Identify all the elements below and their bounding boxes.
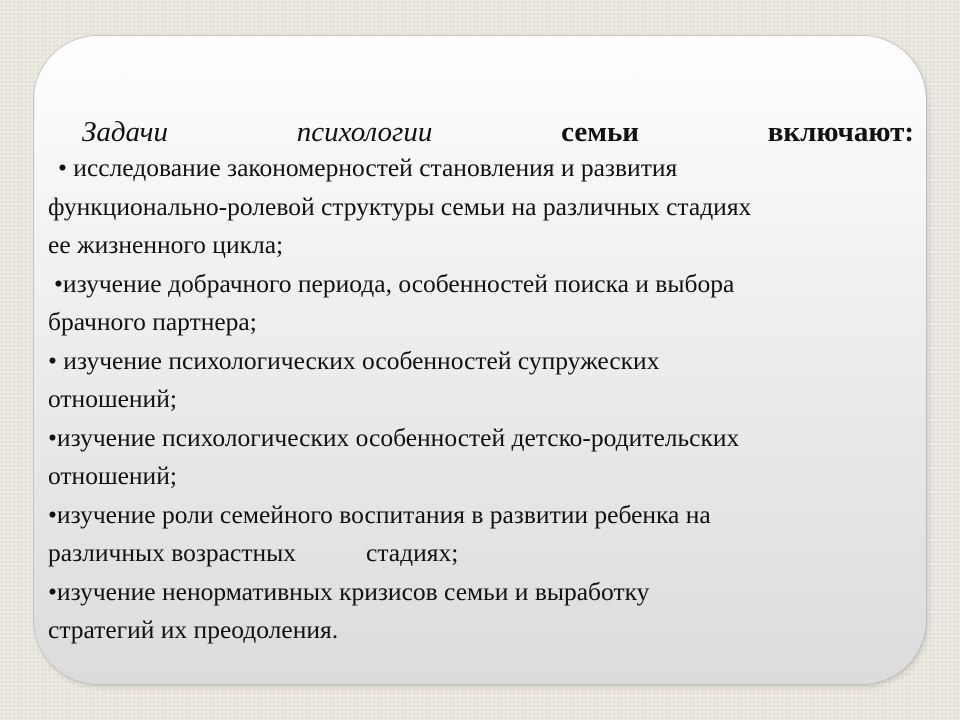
text-line: стратегий их преодоления. <box>48 615 339 644</box>
bullet-line: • изучение психологических особенностей супружеских <box>48 345 660 375</box>
slide-heading <box>48 110 924 154</box>
text-line: отношений; <box>48 461 177 490</box>
text-line: отношений; <box>48 384 177 413</box>
heading-word: психологии <box>296 116 433 148</box>
bullet-line: • исследование закономерностей становления и развития <box>58 153 678 182</box>
text-line: брачного партнера; <box>48 307 257 336</box>
bullet-line: •изучение психологических особенностей детско-родительских <box>48 422 740 452</box>
bullet-line: •изучение ненормативных кризисов семьи и выработку <box>48 576 650 606</box>
bullet-line: •изучение роли семейного воспитания в развитии ребенка на <box>48 499 711 529</box>
slide-text <box>48 110 924 650</box>
text-fragment: различных возрастных <box>48 538 296 567</box>
text-fragment: стадиях; <box>366 538 459 567</box>
heading-word: семьи <box>561 116 640 148</box>
text-line: ее жизненного цикла; <box>48 230 284 259</box>
heading-word: Задачи <box>82 116 168 148</box>
text-line: функционально-ролевой структуры семьи на различных стадиях <box>48 191 752 221</box>
text-line <box>48 534 924 573</box>
bullet-line: •изучение добрачного периода, особенностей поиска и выбора <box>54 268 735 298</box>
heading-word: включают: <box>767 116 914 148</box>
